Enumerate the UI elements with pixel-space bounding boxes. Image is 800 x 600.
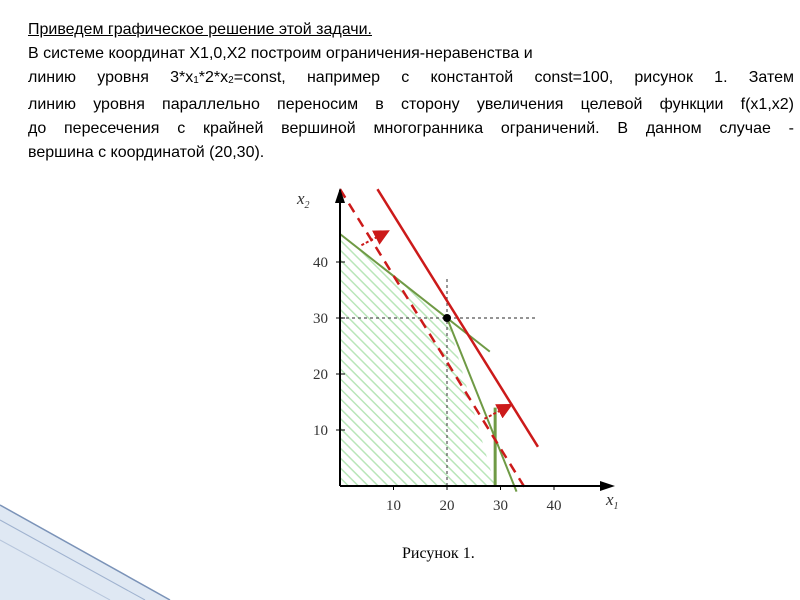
y-tick-label-10: 10 <box>313 423 328 439</box>
paragraph-line-1: В системе координат X1,0,X2 построим ограничения-неравенства и <box>28 45 533 62</box>
x-axis-label: $x_1$ <box>606 490 619 512</box>
paragraph-line-5: вершина с координатой (20,30). <box>28 144 265 161</box>
feasible-region <box>340 234 495 486</box>
slide-corner-decoration <box>0 505 170 600</box>
line2-subscript-1: 1 <box>193 75 199 86</box>
y-axis-label: $x_2$ <box>297 189 310 211</box>
paragraph-line-4: до пересечения с крайней вершиной многогранника ограничений. В данном случае - <box>28 120 794 137</box>
x-tick-label-30: 30 <box>493 498 508 514</box>
optimum-point <box>443 314 451 322</box>
line2-subscript-2: 2 <box>228 75 234 86</box>
plot-area <box>296 188 619 514</box>
heading: Приведем графическое решение этой задачи. <box>28 21 372 38</box>
paragraph-line-3: линию уровня параллельно переносим в сторону увеличения целевой функции f(x1,x2) <box>28 96 794 113</box>
line2-middle: *2*x <box>198 69 229 86</box>
x-tick-label-40: 40 <box>546 498 562 514</box>
y-tick-label-40: 40 <box>313 255 328 271</box>
direction-arrow-1 <box>361 234 382 245</box>
y-tick-label-20: 20 <box>313 367 328 383</box>
x-axis-label-subscript: 1 <box>613 501 619 512</box>
line2-start: линию уровня 3*x <box>28 69 194 86</box>
y-tick-label-30: 30 <box>313 311 328 327</box>
figure-caption: Рисунок 1. <box>402 545 475 562</box>
x-tick-label-20: 20 <box>439 498 455 514</box>
x-tick-label-10: 10 <box>386 498 401 514</box>
line2-end: =const, например с константой const=100, рисунок 1. Затем <box>233 69 794 86</box>
y-axis-label-subscript: 2 <box>304 200 310 211</box>
